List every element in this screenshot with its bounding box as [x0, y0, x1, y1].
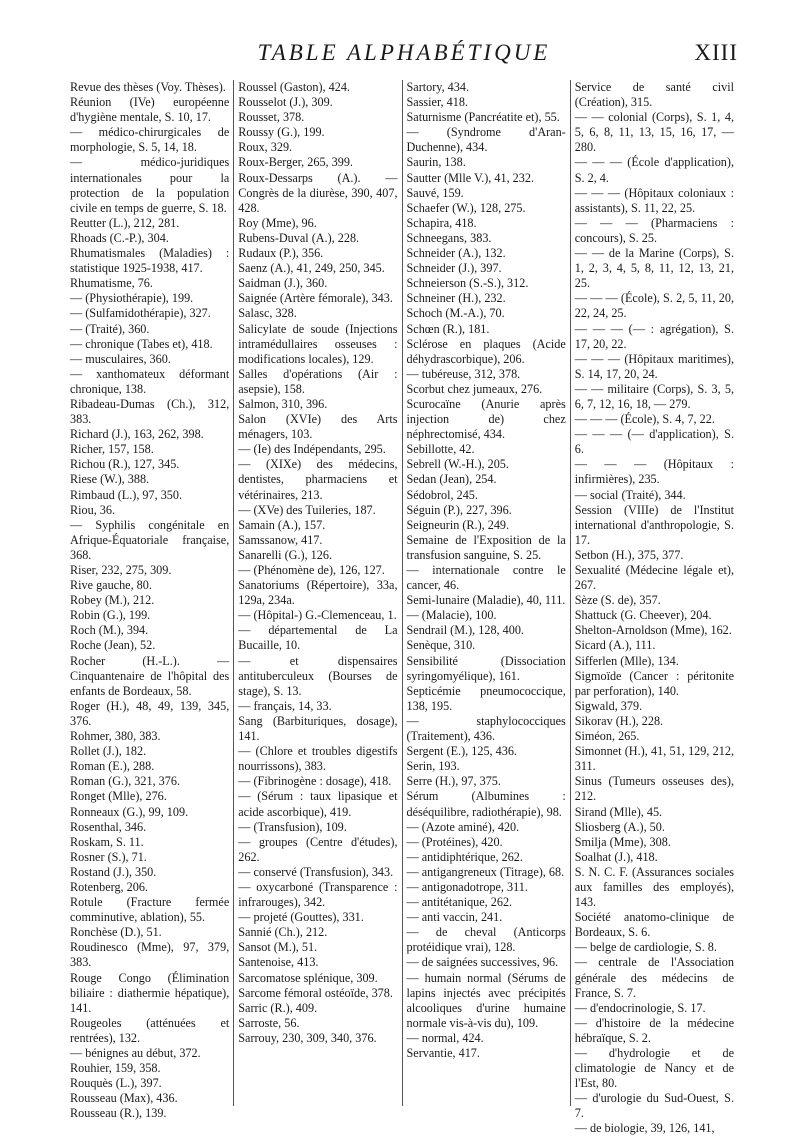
page-title: TABLE ALPHABÉTIQUE	[257, 40, 551, 65]
index-entry: Rubens-Duval (A.), 228.	[238, 230, 360, 245]
index-entry: Roux, 329.	[238, 140, 293, 155]
index-entry: Rimbaud (L.), 97, 350.	[70, 487, 183, 502]
index-entry: Revue des thèses (Voy. Thèses).	[70, 80, 226, 94]
index-entry: Schneegans, 383.	[406, 230, 492, 245]
index-entry: — (Transfusion), 109.	[238, 819, 347, 834]
index-entry: — (Sulfamidothérapie), 327.	[70, 306, 211, 321]
index-entry: Schneider (J.), 397.	[406, 261, 502, 276]
index-entry: Reutter (L.), 212, 281.	[70, 215, 180, 230]
index-entry: Sarcome fémoral ostéoïde, 378.	[238, 985, 393, 1000]
index-entry: Sicard (A.), 111.	[574, 638, 656, 653]
index-entry: — d'hydrologie et de climatologie de Nancy et de l'Est, 80.	[574, 1046, 734, 1091]
index-entry: Sergent (E.), 125, 436.	[406, 744, 517, 759]
index-entry: Rohmer, 380, 383.	[70, 729, 161, 744]
index-entry: — — militaire (Corps), S. 3, 5, 6, 7, 12, 16, 18, — 279.	[574, 381, 734, 411]
index-entry: Scurocaïne (Anurie après injection de) chez néphrectomisé, 434.	[406, 396, 566, 442]
index-entry: Ronneaux (G.), 99, 109.	[70, 804, 189, 819]
index-entry: Sanatoriums (Répertoire), 33a, 129a, 234a.	[238, 578, 398, 608]
index-entry: Sendrail (M.), 128, 400.	[406, 623, 524, 638]
index-entry: — d'histoire de la médecine hébraïque, S. 2.	[574, 1015, 734, 1045]
index-entry: — musculaires, 360.	[70, 351, 171, 366]
index-entry: Richou (R.), 127, 345.	[70, 457, 180, 472]
index-entry: Roudinesco (Mme), 97, 379, 383.	[70, 940, 230, 970]
index-entry: Richer, 157, 158.	[70, 442, 154, 457]
index-entry: — — — (Hôpitaux maritimes), S. 14, 17, 20, 24.	[574, 351, 734, 381]
index-entry: Rousseau (Max), 436.	[70, 1091, 178, 1106]
index-entry: Serin, 193.	[406, 759, 460, 774]
index-entry: Santenoise, 413.	[238, 955, 319, 970]
index-entry: — d'urologie du Sud-Ouest, S. 7.	[574, 1091, 734, 1121]
index-entry: Rhumatisme, 76.	[70, 276, 153, 291]
index-entry: — — — (École), S. 2, 5, 11, 20, 22, 24, 25.	[574, 291, 734, 321]
index-entry: Sensibilité (Dissociation syringomyélique), 161.	[406, 653, 566, 683]
index-entry: Smilja (Mme), 308.	[574, 834, 671, 849]
index-entry: Saurin, 138.	[406, 155, 466, 170]
index-entry: — antigonadotrope, 311.	[406, 879, 528, 894]
index-entry: Rhoads (C.-P.), 304.	[70, 230, 169, 245]
index-entry: Rouquès (L.), 397.	[70, 1076, 162, 1091]
index-entry: Sinus (Tumeurs osseuses des), 212.	[574, 774, 734, 804]
index-entry: Rosner (S.), 71.	[70, 849, 147, 864]
index-entry: Samssanow, 417.	[238, 532, 323, 547]
index-entry: Rousselot (J.), 309.	[238, 95, 333, 110]
index-entry: Roux-Dessarps (A.). — Congrès de la diurèse, 390, 407, 428.	[238, 170, 398, 215]
index-entry: — chronique (Tabes et), 418.	[70, 336, 213, 351]
index-entry: — — colonial (Corps), S. 1, 4, 5, 6, 8, 11, 13, 15, 16, 17, — 280.	[574, 110, 734, 155]
index-entry: Semaine de l'Exposition de la transfusion sanguine, S. 25.	[406, 532, 566, 562]
index-entry: Saidman (J.), 360.	[238, 276, 328, 291]
index-entry: — (Azote aminé), 420.	[406, 819, 520, 834]
index-entry: Roussy (G.), 199.	[238, 125, 325, 140]
index-entry: — d'endocrinologie, S. 17.	[574, 1000, 706, 1015]
index-entry: — (Malacie), 100.	[406, 608, 497, 623]
index-columns	[70, 80, 738, 1136]
index-entry: Roskam, S. 11.	[70, 834, 144, 849]
index-entry: — (Hôpital-) G.-Clemenceau, 1.	[238, 608, 397, 623]
index-entry: Sigwald, 379.	[574, 698, 643, 713]
index-entry: Schapira, 418.	[406, 215, 477, 230]
index-entry: Septicémie pneumococcique, 138, 195.	[406, 683, 566, 713]
index-entry: — — — (Hôpitaux : infirmières), 235.	[574, 457, 734, 487]
index-column-4	[570, 80, 738, 1136]
index-entry: Salon (XVIe) des Arts ménagers, 103.	[238, 412, 398, 442]
index-entry: Schneider (A.), 132.	[406, 246, 506, 261]
index-entry: Salles d'opérations (Air : asepsie), 158.	[238, 366, 398, 396]
index-entry: Sansot (M.), 51.	[238, 940, 318, 955]
index-entry: Schneiner (H.), 232.	[406, 291, 506, 306]
index-entry: — antigangreneux (Titrage), 68.	[406, 864, 565, 879]
index-entry: Shattuck (G. Cheever), 204.	[574, 608, 712, 623]
index-entry: — normal, 424.	[406, 1030, 484, 1045]
index-entry: — — — (École d'application), S. 2, 4.	[574, 155, 734, 185]
index-entry: Scorbut chez jumeaux, 276.	[406, 381, 543, 396]
index-entry: Servantie, 417.	[406, 1046, 480, 1060]
index-entry: Sassier, 418.	[406, 95, 468, 110]
index-entry: S. N. C. F. (Assurances sociales aux familles des employés), 143.	[574, 864, 734, 910]
index-entry: Serre (H.), 97, 375.	[406, 774, 501, 789]
index-entry: — belge de cardiologie, S. 8.	[574, 940, 717, 955]
index-entry: Riese (W.), 388.	[70, 472, 150, 487]
index-entry: Robin (G.), 199.	[70, 608, 151, 623]
index-entry: — (Traité), 360.	[70, 321, 150, 336]
index-entry: Rotenberg, 206.	[70, 879, 148, 894]
index-entry: — projeté (Gouttes), 331.	[238, 910, 364, 925]
index-entry: — (XVe) des Tuileries, 187.	[238, 502, 376, 517]
index-entry: Société anatomo-clinique de Bordeaux, S. 6.	[574, 910, 734, 940]
index-entry: Rocher (H.-L.). — Cinquantenaire de l'hôpital des enfants de Bordeaux, 58.	[70, 653, 230, 698]
index-entry: Roux-Berger, 265, 399.	[238, 155, 353, 170]
index-entry: Sédobrol, 245.	[406, 487, 478, 502]
index-entry: Ronchèse (D.), 51.	[70, 925, 162, 940]
index-entry: — — — (Pharmaciens : concours), S. 25.	[574, 215, 734, 245]
index-entry: — staphylococciques (Traitement), 436.	[406, 713, 566, 744]
index-entry: — de saignées successives, 96.	[406, 955, 559, 970]
index-entry: — xanthomateux déformant chronique, 138.	[70, 366, 230, 396]
index-entry: — (XIXe) des médecins, dentistes, pharmaciens et vétérinaires, 213.	[238, 457, 398, 502]
index-entry: Riser, 232, 275, 309.	[70, 563, 172, 577]
index-entry: Simonnet (H.), 41, 51, 129, 212, 311.	[574, 744, 734, 774]
index-entry: Soalhat (J.), 418.	[574, 849, 658, 864]
index-entry: Sigmoïde (Cancer : péritonite par perforation), 140.	[574, 668, 734, 698]
index-entry: Séguin (P.), 227, 396.	[406, 502, 512, 517]
index-entry: — (Syndrome d'Aran-Duchenne), 434.	[406, 125, 566, 155]
index-entry: — (Protéines), 420.	[406, 834, 503, 849]
index-column-1	[70, 80, 233, 1121]
index-entry: — conservé (Transfusion), 343.	[238, 864, 394, 879]
index-entry: Riou, 36.	[70, 502, 116, 517]
index-entry: Rudaux (P.), 356.	[238, 246, 324, 261]
index-entry: Seigneurin (R.), 249.	[406, 517, 510, 532]
index-entry: Sang (Barbituriques, dosage), 141.	[238, 713, 398, 744]
index-entry: Sarroste, 56.	[238, 1015, 300, 1030]
index-entry: Sedan (Jean), 254.	[406, 472, 497, 487]
index-entry: Sérum (Albumines : déséquilibre, radiothérapie), 98.	[406, 789, 566, 819]
index-entry: Samain (A.), 157.	[238, 517, 326, 532]
index-entry: Salicylate de soude (Injections intramédullaires osseuses : modifications locales), 129.	[238, 321, 398, 366]
index-entry: Rostand (J.), 350.	[70, 864, 157, 879]
index-entry: — Syphilis congénitale en Afrique-Équatoriale française, 368.	[70, 517, 230, 562]
index-entry: Semi-lunaire (Maladie), 40, 111.	[406, 593, 566, 608]
index-entry: — humain normal (Sérums de lapins injectés avec précipités alcooliques d'urine humaine normale vis-à-vis du), 109.	[406, 970, 566, 1030]
index-entry: — — — (École), S. 4, 7, 22.	[574, 412, 715, 427]
index-entry: — (Fibrinogène : dosage), 418.	[238, 774, 392, 789]
index-entry: — départemental de La Bucaille, 10.	[238, 623, 398, 653]
index-entry: — de biologie, 39, 126, 141,	[574, 1121, 715, 1136]
index-entry: Rouge Congo (Élimination biliaire : diathermie hépatique), 141.	[70, 970, 230, 1015]
page-header	[70, 40, 738, 76]
index-entry: Sliosberg (A.), 50.	[574, 819, 665, 834]
index-entry: — antitétanique, 262.	[406, 895, 513, 910]
index-entry: Sèze (S. de), 357.	[574, 593, 661, 608]
index-entry: Rosenthal, 346.	[70, 819, 147, 834]
index-entry: Schœn (R.), 181.	[406, 321, 490, 336]
index-entry: — et dispensaires antituberculeux (Bourses de stage), S. 13.	[238, 653, 398, 698]
index-column-2	[233, 80, 401, 1106]
index-entry: — médico-chirurgicales de morphologie, S. 5, 14, 18.	[70, 125, 230, 155]
index-entry: — — — (— d'application), S. 6.	[574, 427, 734, 457]
index-entry: — internationale contre le cancer, 46.	[406, 563, 566, 593]
index-entry: Sebrell (W.-H.), 205.	[406, 457, 509, 472]
index-entry: Schoch (M.-A.), 70.	[406, 306, 505, 321]
index-entry: Sanarelli (G.), 126.	[238, 547, 333, 562]
index-entry: — anti vaccin, 241.	[406, 910, 503, 925]
index-entry: — groupes (Centre d'études), 262.	[238, 834, 398, 864]
index-entry: Sclérose en plaques (Acide déhydrascorbique), 206.	[406, 336, 566, 366]
index-entry: Réunion (IVe) européenne d'hygiène mentale, S. 10, 17.	[70, 95, 230, 125]
index-entry: — (Chlore et troubles digestifs nourrissons), 383.	[238, 744, 398, 774]
index-entry: Roussel (Gaston), 424.	[238, 80, 350, 94]
index-entry: Shelton-Arnoldson (Mme), 162.	[574, 623, 732, 638]
index-entry: Ribadeau-Dumas (Ch.), 312, 383.	[70, 396, 230, 427]
index-entry: — tubéreuse, 312, 378.	[406, 366, 521, 381]
index-entry: Saturnisme (Pancréatite et), 55.	[406, 110, 560, 125]
index-entry: Roy (Mme), 96.	[238, 215, 317, 230]
index-entry: Sannié (Ch.), 212.	[238, 925, 328, 940]
index-entry: Schaefer (W.), 128, 275.	[406, 200, 526, 215]
index-entry: — oxycarboné (Transparence : infrarouges), 342.	[238, 879, 398, 910]
index-entry: Rougeoles (atténuées et rentrées), 132.	[70, 1015, 230, 1045]
index-entry: — (Ie) des Indépendants, 295.	[238, 442, 386, 457]
index-column-3	[402, 80, 570, 1106]
index-entry: Sarcomatose splénique, 309.	[238, 970, 378, 985]
index-entry: Salmon, 310, 396.	[238, 396, 328, 411]
index-entry: Richard (J.), 163, 262, 398.	[70, 427, 204, 442]
index-entry: Roman (E.), 288.	[70, 759, 155, 774]
index-entry: Roman (G.), 321, 376.	[70, 774, 181, 789]
index-entry: Sikorav (H.), 228.	[574, 713, 664, 728]
index-entry: Rive gauche, 80.	[70, 578, 152, 593]
index-entry: — social (Traité), 344.	[574, 487, 686, 502]
index-entry: Sauvé, 159.	[406, 185, 464, 200]
index-entry: Sarric (R.), 409.	[238, 1000, 318, 1015]
index-entry: — antidiphtérique, 262.	[406, 849, 523, 864]
index-entry: Setbon (H.), 375, 377.	[574, 547, 684, 562]
index-entry: — français, 14, 33.	[238, 698, 332, 713]
index-entry: Salasc, 328.	[238, 306, 297, 321]
index-entry: Sarrouy, 230, 309, 340, 376.	[238, 1030, 377, 1045]
index-entry: — bénignes au début, 372.	[70, 1046, 201, 1060]
index-entry: Sifferlen (Mlle), 134.	[574, 653, 679, 668]
index-entry: Ronget (Mlle), 276.	[70, 789, 167, 804]
index-entry: Robey (M.), 212.	[70, 593, 155, 608]
page-number: XIII	[694, 40, 738, 65]
index-entry: Schneierson (S.-S.), 312.	[406, 276, 529, 291]
index-entry: Session (VIIIe) de l'Institut international d'anthropologie, S. 17.	[574, 502, 734, 547]
index-entry: — centrale de l'Association générale des médecins de France, S. 7.	[574, 955, 734, 1000]
index-entry: Roche (Jean), 52.	[70, 638, 156, 653]
index-entry: Saenz (A.), 41, 249, 250, 345.	[238, 261, 385, 276]
index-entry: — médico-juridiques internationales pour la protection de la population civile en temps de guerre, S. 18.	[70, 155, 230, 215]
index-entry: Sirand (Mlle), 45.	[574, 804, 663, 819]
index-entry: Saignée (Artère fémorale), 343.	[238, 291, 393, 306]
index-entry: Siméon, 265.	[574, 729, 640, 744]
index-entry: Rouhier, 159, 358.	[70, 1061, 161, 1076]
index-entry: — (Phénomène de), 126, 127.	[238, 563, 385, 577]
index-entry: Rousset, 378.	[238, 110, 305, 125]
index-entry: — (Sérum : taux lipasique et acide ascorbique), 419.	[238, 789, 398, 819]
index-entry: Roch (M.), 394.	[70, 623, 149, 638]
index-entry: Sartory, 434.	[406, 80, 470, 94]
index-entry: — (Physiothérapie), 199.	[70, 291, 194, 306]
index-entry: Service de santé civil (Création), 315.	[574, 80, 734, 110]
index-entry: Rhumatismales (Maladies) : statistique 1925-1938, 417.	[70, 246, 230, 276]
index-entry: Sebillotte, 42.	[406, 442, 475, 457]
index-entry: Rotule (Fracture fermée comminutive, ablation), 55.	[70, 895, 230, 925]
index-entry: Sexualité (Médecine légale et), 267.	[574, 563, 734, 593]
index-entry: — de cheval (Anticorps protéidique vrai), 128.	[406, 925, 566, 955]
index-entry: Rousseau (R.), 139.	[70, 1106, 167, 1121]
index-entry: Senèque, 310.	[406, 638, 476, 653]
index-entry: Roger (H.), 48, 49, 139, 345, 376.	[70, 698, 230, 728]
index-entry: — — — (— : agrégation), S. 17, 20, 22.	[574, 321, 734, 351]
index-entry: — — de la Marine (Corps), S. 1, 2, 3, 4, 5, 8, 11, 12, 13, 21, 25.	[574, 246, 734, 291]
index-entry: Rollet (J.), 182.	[70, 744, 147, 759]
index-entry: — — — (Hôpitaux coloniaux : assistants), S. 11, 22, 25.	[574, 185, 734, 215]
index-entry: Sautter (Mlle V.), 41, 232.	[406, 170, 535, 185]
